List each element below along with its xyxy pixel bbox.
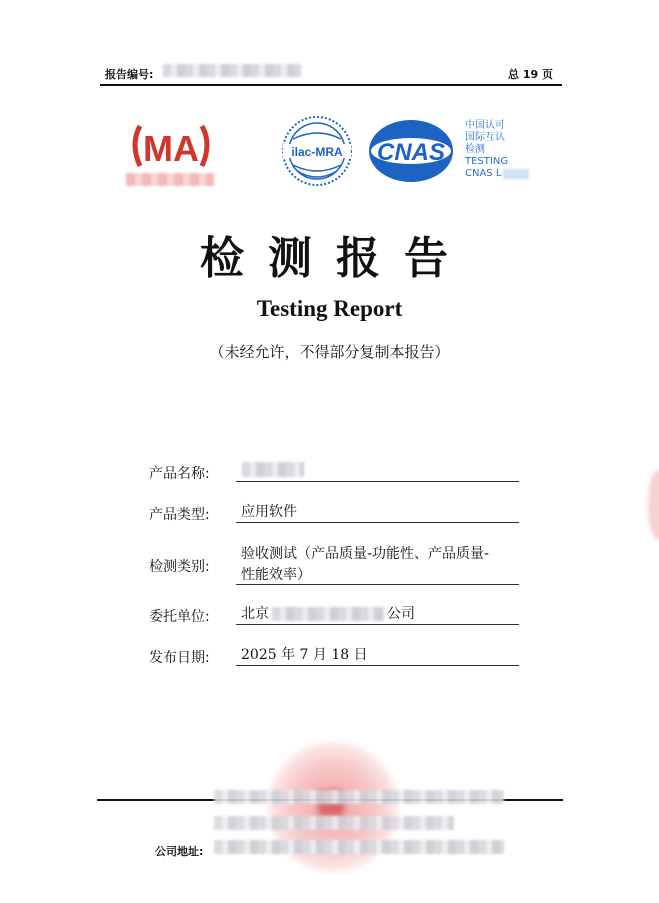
test-category-label: 检测类别: — [149, 559, 210, 575]
cnas-caption-line-4: TESTING — [465, 156, 509, 167]
header-rule — [100, 84, 562, 86]
report-number-label: 报告编号: — [105, 68, 154, 81]
address-label: 公司地址: — [155, 845, 204, 858]
report-title-en: Testing Report — [256, 296, 403, 321]
copy-restriction-note: （未经允许，不得部分复制本报告） — [209, 343, 450, 361]
issue-date-underline — [236, 665, 519, 666]
redacted-product-name — [242, 462, 304, 477]
cma-logo — [126, 120, 216, 172]
client-value-suffix: 公司 — [387, 606, 415, 622]
total-pages: 总 19 页 — [508, 68, 553, 81]
test-category-value-line-1: 验收测试（产品质量-功能性、产品质量- — [241, 546, 490, 562]
cnas-caption — [465, 120, 529, 180]
redacted-company-line — [214, 816, 454, 830]
cnas-caption-line-2: 国际互认 — [465, 132, 505, 143]
issue-date-label: 发布日期: — [149, 650, 210, 666]
redacted-cma-number — [126, 173, 214, 186]
product-name-label: 产品名称: — [149, 466, 210, 482]
cnas-logo-text: CNAS — [376, 139, 446, 166]
redacted-cnas-number — [503, 169, 529, 179]
redacted-client-name — [272, 607, 384, 621]
redacted-report-number — [163, 64, 301, 77]
test-category-value-line-2: 性能效率） — [241, 567, 311, 583]
redacted-company-name — [214, 790, 504, 804]
client-underline — [236, 624, 519, 625]
product-type-value: 应用软件 — [241, 504, 297, 520]
cma-logo-text: MA — [143, 128, 199, 169]
cnas-caption-line-3: 检测 — [465, 144, 485, 155]
product-type-underline — [236, 522, 519, 523]
issue-date-value: 2025 年 7 月 18 日 — [241, 647, 368, 663]
client-value-prefix: 北京 — [241, 606, 269, 622]
test-category-underline — [236, 584, 519, 585]
client-value — [241, 605, 415, 623]
client-label: 委托单位: — [149, 609, 210, 625]
ilac-mra-logo — [279, 113, 355, 189]
redacted-address — [214, 840, 504, 854]
product-type-label: 产品类型: — [149, 507, 210, 523]
edge-seal-fragment — [648, 470, 659, 540]
ilac-logo-text: ilac-MRA — [291, 145, 343, 159]
cnas-caption-line-5: CNAS L — [465, 168, 502, 179]
product-name-underline — [236, 481, 519, 482]
cnas-logo — [366, 117, 456, 185]
cnas-caption-line-1: 中国认可 — [465, 120, 505, 131]
report-title-cn: 检测报告 — [200, 233, 472, 284]
